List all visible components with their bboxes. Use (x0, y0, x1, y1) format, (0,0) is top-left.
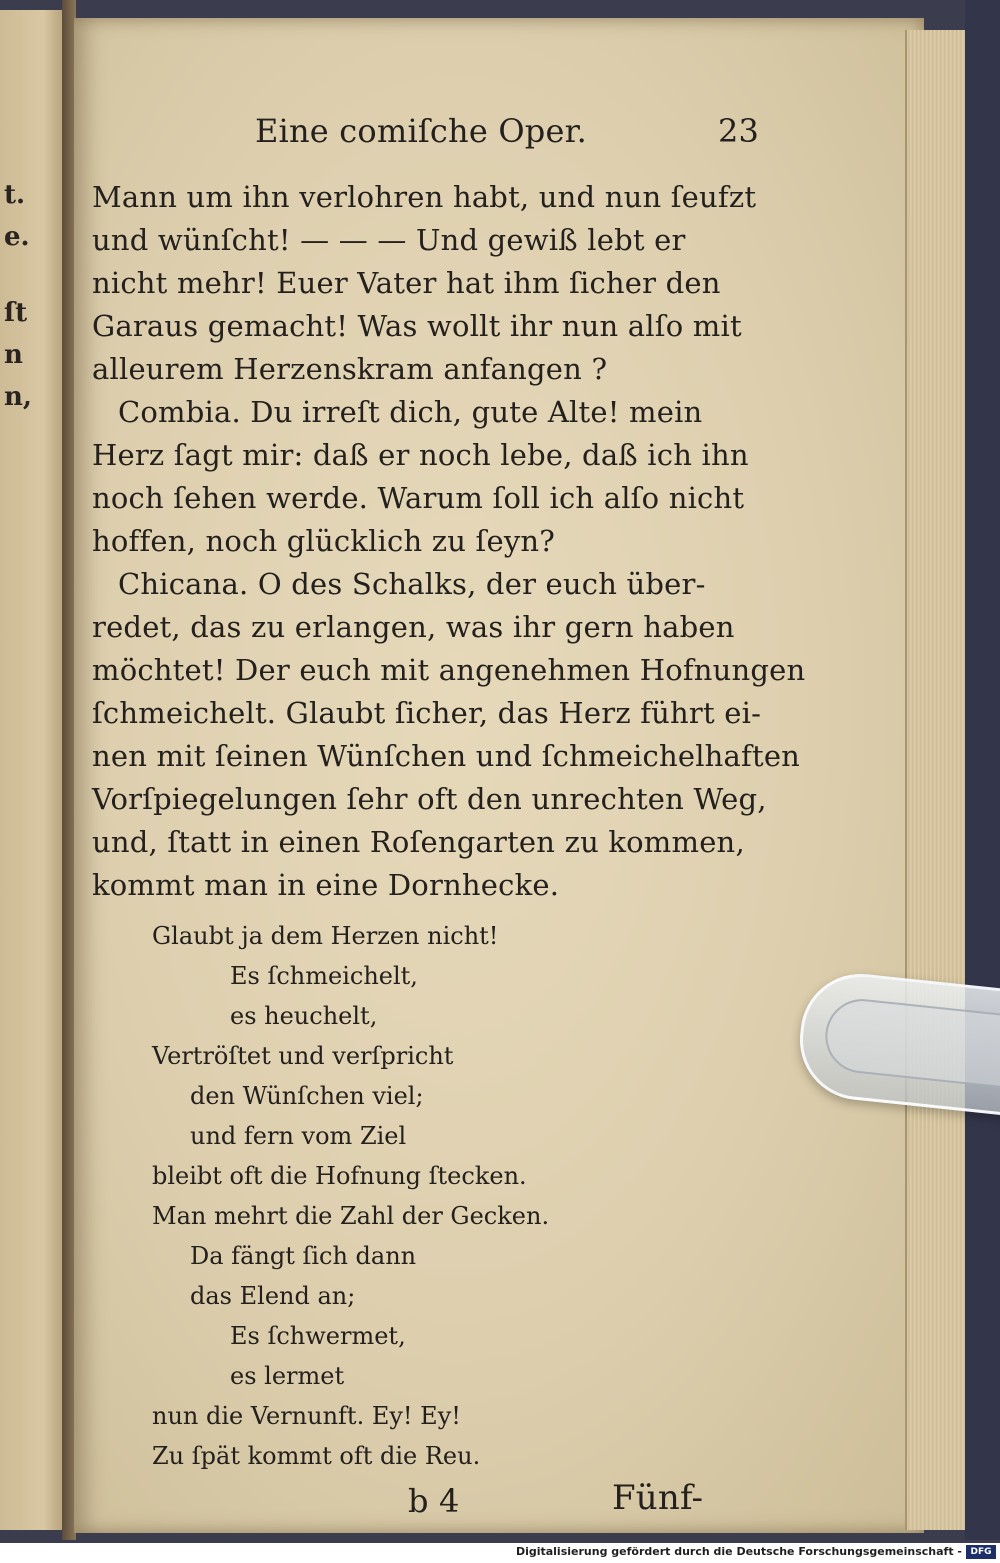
catchword: Fünf- (612, 1478, 704, 1518)
verse-line: Da fängt ſich dann (190, 1242, 417, 1270)
left-page-fragment: t. (4, 180, 26, 210)
prose-line: ſchmeichelt. Glaubt ſicher, das Herz führt ei- (92, 696, 762, 730)
prose-line: Herz ſagt mir: daß er noch lebe, daß ich ihn (92, 438, 749, 472)
previous-page-edge (0, 10, 64, 1530)
verse-line: Glaubt ja dem Herzen nicht! (152, 922, 499, 950)
verse-line: nun die Vernunft. Ey! Ey! (152, 1402, 461, 1430)
page-number: 23 (718, 112, 760, 150)
credit-bar (0, 1543, 1000, 1563)
left-page-fragment: n, (4, 382, 32, 412)
prose-line: nicht mehr! Euer Vater hat ihm ſicher den (92, 266, 721, 300)
speaker-line: Chicana. O des Schalks, der euch über- (118, 567, 706, 601)
prose-line: Garaus gemacht! Was wollt ihr nun alſo mit (92, 309, 742, 343)
speaker-line: Combia. Du irreſt dich, gute Alte! mein (118, 395, 703, 429)
signature-mark: b 4 (408, 1482, 460, 1520)
running-title: Eine comiſche Oper. (255, 112, 587, 150)
prose-line: und, ſtatt in einen Roſengarten zu kommen, (92, 825, 745, 859)
prose-line: kommt man in eine Dornhecke. (92, 868, 560, 902)
left-page-fragment: n (4, 340, 23, 370)
verse-line: Zu ſpät kommt oft die Reu. (152, 1442, 481, 1470)
prose-line: noch ſehen werde. Warum ſoll ich alſo nicht (92, 481, 745, 515)
prose-line: und wünſcht! — — — Und gewiß lebt er (92, 223, 686, 257)
left-page-fragment: ſt (4, 298, 28, 328)
verse-line: bleibt oft die Hofnung ſtecken. (152, 1162, 527, 1190)
background-edge (965, 0, 1000, 1540)
prose-line: hoffen, noch glücklich zu ſeyn? (92, 524, 556, 558)
verse-line: und fern vom Ziel (190, 1122, 407, 1150)
prose-line: möchtet! Der euch mit angenehmen Hofnungen (92, 653, 806, 687)
verse-line: Es ſchmeichelt, (230, 962, 418, 990)
dfg-logo: DFG (966, 1545, 996, 1559)
verse-line: das Elend an; (190, 1282, 356, 1310)
verse-line: es heuchelt, (230, 1002, 378, 1030)
prose-line: redet, das zu erlangen, was ihr gern haben (92, 610, 735, 644)
prose-line: alleurem Herzenskram anfangen ? (92, 352, 608, 386)
prose-line: Mann um ihn verlohren habt, und nun ſeufzt (92, 180, 757, 214)
credit-text: Digitalisierung gefördert durch die Deutsche Forschungsgemeinschaft - (515, 1545, 962, 1558)
verse-line: den Wünſchen viel; (190, 1082, 424, 1110)
prose-line: Vorſpiegelungen ſehr oft den unrechten Weg, (92, 782, 767, 816)
verse-line: Vertröſtet und verſpricht (152, 1042, 454, 1070)
left-page-fragment: e. (4, 222, 30, 252)
verse-line: Man mehrt die Zahl der Gecken. (152, 1202, 550, 1230)
verse-line: Es ſchwermet, (230, 1322, 406, 1350)
prose-line: nen mit ſeinen Wünſchen und ſchmeichelhaften (92, 739, 801, 773)
clip-inner-glass (822, 995, 1000, 1090)
page-edges (905, 30, 969, 1530)
verse-line: es lermet (230, 1362, 345, 1390)
